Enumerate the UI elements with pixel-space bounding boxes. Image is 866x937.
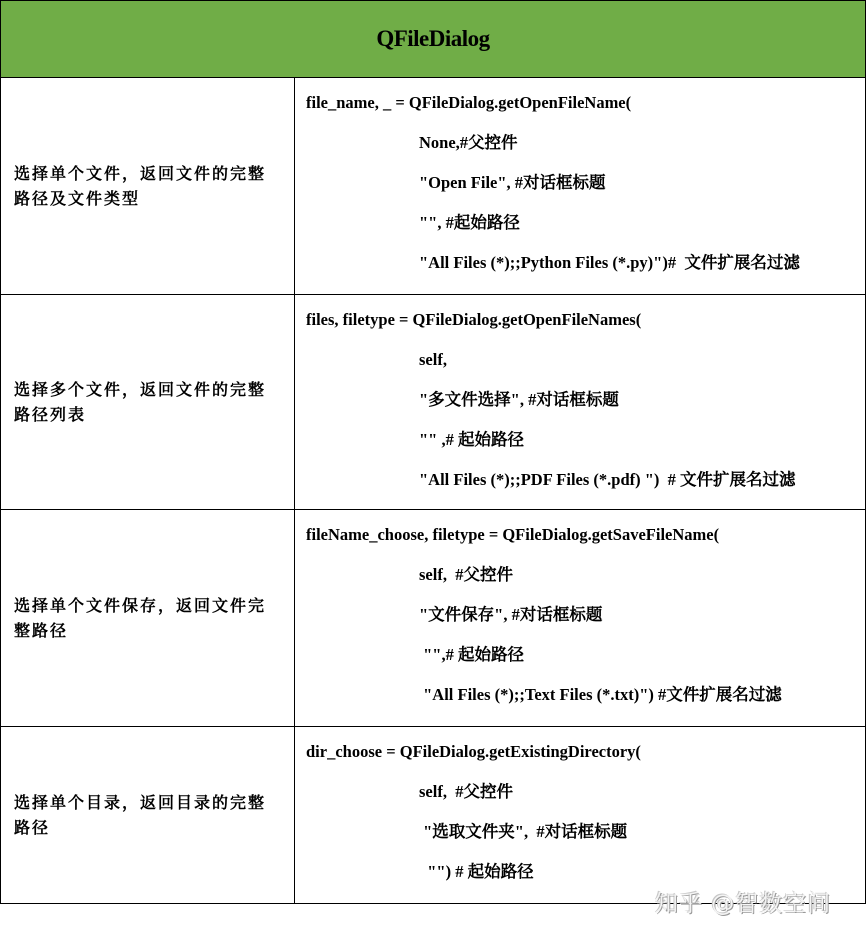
table-row <box>1 78 865 295</box>
code-line: "",# 起始路径 <box>419 645 524 664</box>
code-line: "", #起始路径 <box>419 213 520 232</box>
row-description: 选择单个文件，返回文件的完整路径及文件类型 <box>1 78 295 294</box>
row-description: 选择多个文件，返回文件的完整路径列表 <box>1 295 295 509</box>
row-code <box>295 78 865 294</box>
row-code <box>295 510 865 726</box>
row-description: 选择单个文件保存，返回文件完整路径 <box>1 510 295 726</box>
code-line: files, filetype = QFileDialog.getOpenFileNames( <box>306 310 642 329</box>
row-code <box>295 295 865 509</box>
code-line: self, #父控件 <box>419 782 513 801</box>
code-line: "All Files (*);;PDF Files (*.pdf) ") # 文件扩展名过滤 <box>419 470 796 489</box>
watermark: 知乎 @智数空间 <box>655 891 832 917</box>
code-line: "多文件选择", #对话框标题 <box>419 390 619 409</box>
code-line: self, <box>419 350 447 369</box>
table-row <box>1 727 865 903</box>
code-line: self, #父控件 <box>419 565 513 584</box>
code-line: fileName_choose, filetype = QFileDialog.getSaveFileName( <box>306 525 720 544</box>
table-row <box>1 510 865 727</box>
code-line: "" ,# 起始路径 <box>419 430 524 449</box>
code-line: file_name, _ = QFileDialog.getOpenFileName( <box>306 93 632 112</box>
row-description: 选择单个目录，返回目录的完整路径 <box>1 727 295 903</box>
code-line: "选取文件夹", #对话框标题 <box>419 822 628 841</box>
table-title: QFileDialog <box>376 26 490 51</box>
code-line: None,#父控件 <box>419 133 518 152</box>
code-line: "Open File", #对话框标题 <box>419 173 606 192</box>
code-line: "文件保存", #对话框标题 <box>419 605 603 624</box>
row-code <box>295 727 865 903</box>
code-line: "") # 起始路径 <box>419 862 534 881</box>
code-line: dir_choose = QFileDialog.getExistingDirectory( <box>306 742 641 761</box>
table-row <box>1 295 865 510</box>
code-line: "All Files (*);;Text Files (*.txt)") #文件扩展名过滤 <box>419 685 782 704</box>
code-line: "All Files (*);;Python Files (*.py)")# 文件扩展名过滤 <box>419 253 800 272</box>
table-header <box>1 1 865 78</box>
